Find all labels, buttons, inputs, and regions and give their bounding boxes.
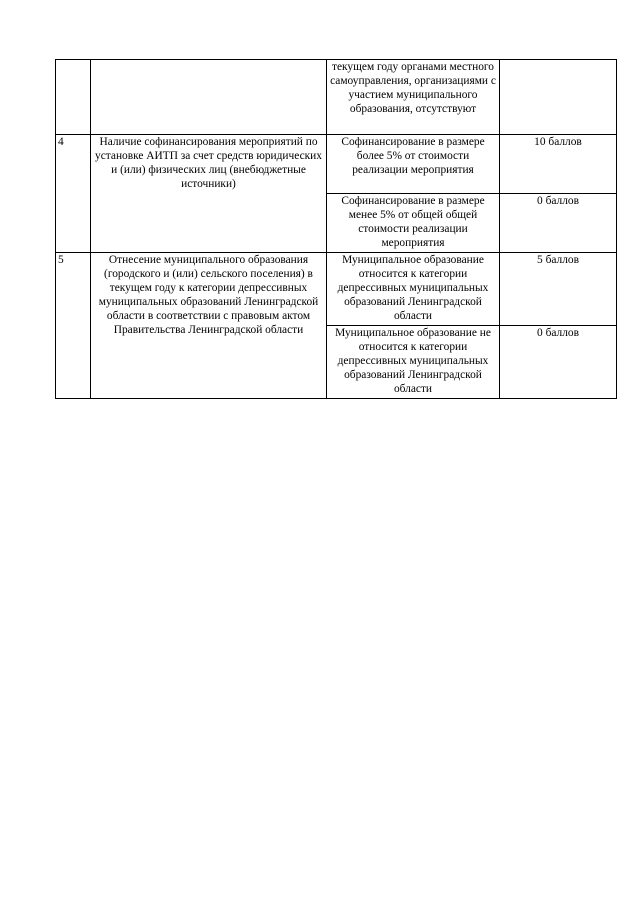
score-cell xyxy=(500,60,617,135)
criterion-cell: Наличие софинансирования мероприятий по установке АИТП за счет средств юридических и (или) физических лиц (внебюджетные источники) xyxy=(91,135,327,253)
option-cell: Муниципальное образование не относится к категории депрессивных муниципальных образований Ленинградской области xyxy=(327,326,500,399)
table-row xyxy=(56,60,617,135)
row-number-cell: 4 xyxy=(56,135,91,253)
option-cell: текущем году органами местного самоуправления, организациями с участием муниципального образования, отсутствуют xyxy=(327,60,500,135)
option-cell: Софинансирование в размере менее 5% от общей общей стоимости реализации мероприятия xyxy=(327,194,500,253)
table-row xyxy=(56,253,617,326)
score-cell: 10 баллов xyxy=(500,135,617,194)
criterion-cell: Отнесение муниципального образования (городского и (или) сельского поселения) в текущем году к категории депрессивных муниципальных образований Ленинградской области в соответствии с правовым актом Правительства Ленинградской области xyxy=(91,253,327,399)
score-cell: 5 баллов xyxy=(500,253,617,326)
criterion-cell xyxy=(91,60,327,135)
row-number-cell: 5 xyxy=(56,253,91,399)
criteria-table xyxy=(55,59,617,399)
score-cell: 0 баллов xyxy=(500,194,617,253)
option-cell: Муниципальное образование относится к категории депрессивных муниципальных образований Ленинградской области xyxy=(327,253,500,326)
row-number-cell xyxy=(56,60,91,135)
score-cell: 0 баллов xyxy=(500,326,617,399)
table-row xyxy=(56,135,617,194)
option-cell: Софинансирование в размере более 5% от стоимости реализации мероприятия xyxy=(327,135,500,194)
